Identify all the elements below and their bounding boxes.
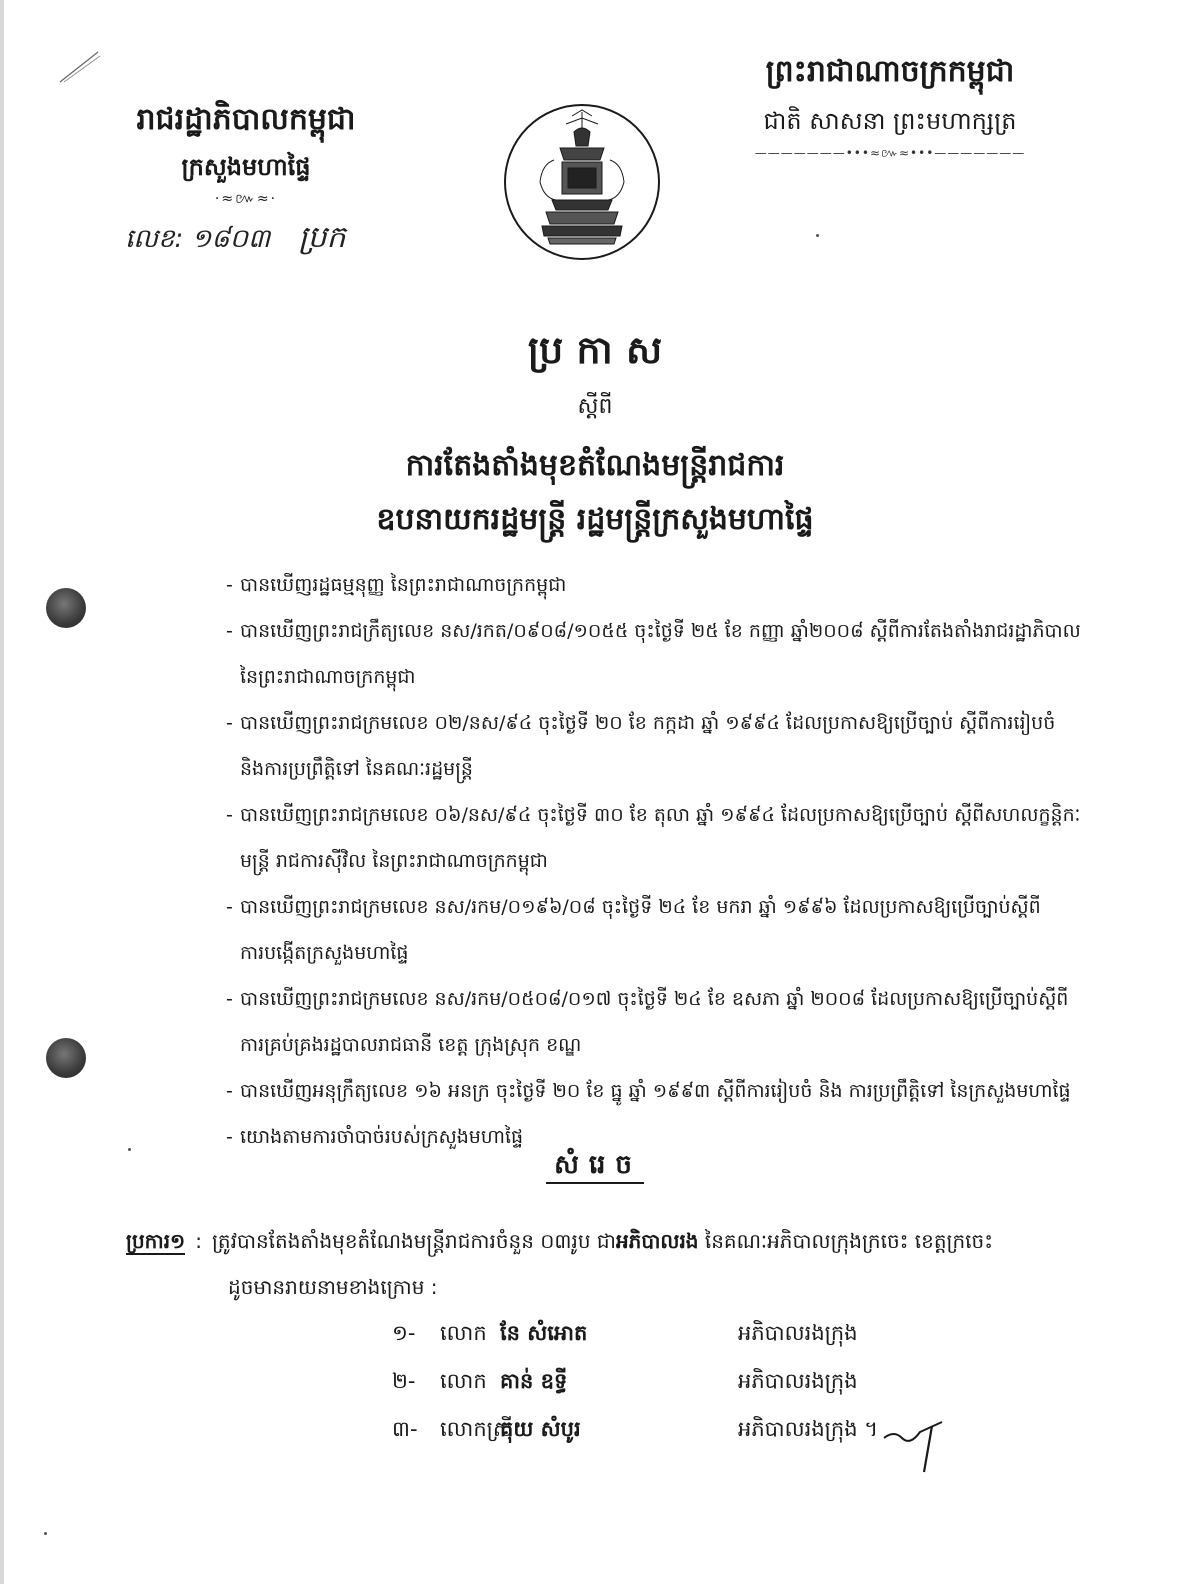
consideration-continuation: ការបង្កើតក្រសួងមហាផ្ទៃ bbox=[240, 942, 409, 964]
considerations-list bbox=[226, 562, 1126, 1160]
ornament: ———————•••≈៚≈•••——————— bbox=[754, 146, 1026, 160]
reference-suffix: ប្រក bbox=[298, 220, 346, 255]
official-number: ៣- bbox=[392, 1417, 418, 1441]
scan-speck bbox=[128, 1148, 131, 1151]
official-row bbox=[392, 1310, 992, 1358]
reference-number-value: លេខ: ១៨០៣ bbox=[125, 224, 271, 254]
consideration-item: - បានឃើញព្រះរាជក្រមលេខ នស/រកម/០១៩៦/០៨ ចុះថ្ងៃទី ២៤ ខែ មករា ឆ្នាំ ១៩៩៦ ដែលប្រកាសឱ្យប្រើច្បាប់ស្តីពី bbox=[226, 896, 1041, 918]
article-1-line: ប្រការ១ : ត្រូវបានតែងតាំងមុខតំណែងមន្ត្រីរាជការចំនួន ០៣រូប ជាអភិបាលរង នៃគណៈអភិបាលក្រុងក្រចេះ ខេត្តក្រចេះ bbox=[126, 1229, 994, 1253]
consideration-continuation: នៃព្រះរាជាណាចក្រកម្ពុជា bbox=[240, 666, 416, 688]
government-name: រាជរដ្ឋាភិបាលកម្ពុជា bbox=[136, 102, 356, 137]
consideration-item: - បានឃើញព្រះរាជក្រមលេខ ០៦/នស/៩៤ ចុះថ្ងៃទី ៣០ ខែ តុលា ឆ្នាំ ១៩៩៤ ដែលប្រកាសឱ្យប្រើច្បាប់ ស្តីពីសហលក្ខន្តិកៈ bbox=[226, 804, 1081, 826]
ornament: ·≈៚≈· bbox=[214, 191, 278, 207]
initial-mark-icon bbox=[880, 1416, 950, 1476]
scan-edge bbox=[0, 0, 4, 1584]
official-title: លោក bbox=[440, 1321, 487, 1345]
consideration-continuation: មន្ត្រី រាជការស៊ីវិល នៃព្រះរាជាណាចក្រកម្ពុជា bbox=[240, 850, 548, 872]
subject-line-1: ការតែងតាំងមុខតំណែងមន្ត្រីរាជការ bbox=[405, 448, 785, 483]
article-emphasis: អភិបាលរង bbox=[615, 1229, 699, 1253]
regarding-label: ស្តីពី bbox=[577, 394, 613, 419]
consideration-item: - បានឃើញព្រះរាជក្រមលេខ ០២/នស/៩៤ ចុះថ្ងៃទី ២០ ខែ កក្កដា ឆ្នាំ ១៩៩៤ ដែលប្រកាសឱ្យប្រើច្បាប់ ស្តីពីការរៀបចំ bbox=[226, 712, 1056, 734]
document-type-title: ប្រ កា ស bbox=[527, 328, 663, 372]
article-text-after: នៃគណៈអភិបាលក្រុងក្រចេះ ខេត្តក្រចេះ bbox=[698, 1229, 994, 1253]
consideration-item: - បានឃើញព្រះរាជក្រឹត្យលេខ នស/រកត/០៩០៨/១០៥៥ ចុះថ្ងៃទី ២៥ ខែ កញ្ញា ឆ្នាំ២០០៨ ស្តីពីការតែងតាំងរាជរដ្ឋាភិបាល bbox=[226, 620, 1081, 642]
official-title: លោកស្រី bbox=[440, 1417, 513, 1441]
official-name: គុយ សំបូរ bbox=[500, 1417, 581, 1441]
royal-arms-seal-icon bbox=[502, 102, 662, 262]
consideration-item: - បានឃើញព្រះរាជក្រមលេខ នស/រកម/០៥០៨/០១៧ ចុះថ្ងៃទី ២៤ ខែ ឧសភា ឆ្នាំ ២០០៨ ដែលប្រកាសឱ្យប្រើច្បាប់ស្តីពី bbox=[226, 988, 1069, 1010]
official-role: អភិបាលរងក្រុង bbox=[738, 1321, 858, 1345]
national-motto: ជាតិ សាសនា ព្រះមហាក្សត្រ bbox=[763, 107, 1017, 135]
official-role: អភិបាលរងក្រុង ។ bbox=[738, 1417, 879, 1441]
consideration-item: - យោងតាមការចាំបាច់របស់ក្រសួងមហាផ្ទៃ bbox=[226, 1126, 524, 1148]
official-number: ១- bbox=[392, 1321, 416, 1345]
decision-label: សំរេច bbox=[546, 1150, 644, 1184]
scan-speck bbox=[816, 234, 819, 237]
punch-hole-icon bbox=[46, 1038, 86, 1078]
ministry-name: ក្រសួងមហាផ្ទៃ bbox=[181, 153, 311, 181]
official-name: នែ សំអោត bbox=[500, 1321, 588, 1345]
subject-line-2: ឧបនាយករដ្ឋមន្ត្រី រដ្ឋមន្ត្រីក្រសួងមហាផ្ទៃ bbox=[376, 502, 814, 537]
reference-number bbox=[125, 218, 346, 262]
kingdom-name: ព្រះរាជាណាចក្រកម្ពុជា bbox=[765, 54, 1015, 89]
article-1 bbox=[126, 1218, 1136, 1310]
consideration-item: - បានឃើញរដ្ឋធម្មនុញ្ញ នៃព្រះរាជាណាចក្រកម្ពុជា bbox=[226, 574, 567, 596]
decision-heading bbox=[0, 1148, 1190, 1186]
consideration-item: - បានឃើញអនុក្រឹត្យលេខ ១៦ អនក្រ ចុះថ្ងៃទី ២០ ខែ ធ្នូ ឆ្នាំ ១៩៩៣ ស្តីពីការរៀបចំ និង ការប្រព្រឹត្តិទៅ នៃក្រសួងមហាផ្ទៃ bbox=[226, 1080, 1071, 1102]
official-name: គាន់ ឧទ្ធី bbox=[500, 1369, 568, 1393]
article-label: ប្រការ១ bbox=[126, 1229, 186, 1253]
official-row bbox=[392, 1358, 992, 1406]
consideration-continuation: និងការប្រព្រឹត្តិទៅ នៃគណៈរដ្ឋមន្ត្រី bbox=[240, 758, 473, 780]
consideration-continuation: ការគ្រប់គ្រងរដ្ឋបាលរាជធានី ខេត្ត ក្រុងស្រុក ខណ្ឌ bbox=[240, 1034, 582, 1056]
official-number: ២- bbox=[392, 1369, 416, 1393]
issuing-authority bbox=[96, 100, 396, 210]
kingdom-header bbox=[740, 52, 1040, 163]
article-text: ត្រូវបានតែងតាំងមុខតំណែងមន្ត្រីរាជការចំនួន ០៣រូប ជា bbox=[211, 1229, 616, 1253]
official-role: អភិបាលរងក្រុង bbox=[738, 1369, 858, 1393]
punch-hole-icon bbox=[46, 588, 86, 628]
scan-speck bbox=[44, 1532, 47, 1535]
pen-mark-icon bbox=[58, 48, 102, 84]
article-continuation: ដូចមានរាយនាមខាងក្រោម : bbox=[228, 1275, 438, 1299]
official-title: លោក bbox=[440, 1369, 487, 1393]
